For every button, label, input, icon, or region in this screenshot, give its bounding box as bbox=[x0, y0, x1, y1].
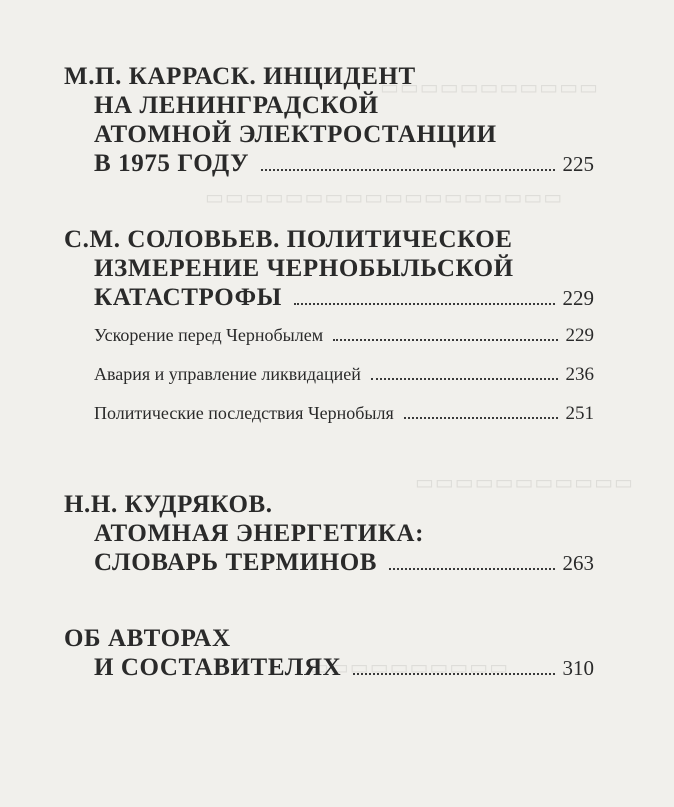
dot-leader bbox=[294, 303, 555, 305]
page-number: 310 bbox=[562, 656, 594, 680]
heading-line: АТОМНОЙ ЭЛЕКТРОСТАНЦИИ bbox=[94, 121, 497, 148]
dot-leader bbox=[353, 673, 554, 675]
heading-leader-row bbox=[64, 149, 594, 179]
toc-subentry[interactable] bbox=[64, 401, 594, 426]
toc-entry-kudryakov[interactable] bbox=[64, 490, 594, 578]
heading-line: Н.Н. КУДРЯКОВ. bbox=[64, 491, 273, 518]
page-number: 263 bbox=[562, 551, 594, 575]
heading-line: И СОСТАВИТЕЛЯХ bbox=[94, 654, 342, 681]
heading-line: ОБ АВТОРАХ bbox=[64, 625, 231, 652]
entry-heading bbox=[64, 624, 594, 683]
heading-line: СЛОВАРЬ ТЕРМИНОВ bbox=[94, 549, 378, 576]
heading-leader-row bbox=[64, 548, 594, 578]
toc-entry-karrask[interactable] bbox=[64, 62, 594, 179]
entry-heading bbox=[64, 490, 594, 578]
dot-leader bbox=[333, 339, 557, 341]
table-of-contents bbox=[64, 62, 594, 683]
entry-heading bbox=[64, 62, 594, 179]
toc-subentry[interactable] bbox=[64, 362, 594, 387]
page-number: 251 bbox=[565, 403, 594, 424]
show-through-text: ▭▭▭▭▭▭▭▭▭▭▭ bbox=[415, 472, 634, 494]
heading-line: КАТАСТРОФЫ bbox=[94, 284, 282, 311]
heading-line: ИЗМЕРЕНИЕ ЧЕРНОБЫЛЬСКОЙ bbox=[94, 255, 514, 282]
show-through-text: ▭▭▭▭▭▭▭▭▭▭ bbox=[310, 657, 509, 679]
page-number: 236 bbox=[565, 364, 594, 385]
show-through-text: ▭▭▭▭▭▭▭▭▭▭▭▭▭▭▭▭▭▭ bbox=[205, 187, 564, 209]
show-through-text: ▭▭▭▭▭▭▭▭▭▭▭ bbox=[380, 77, 599, 99]
heading-line: М.П. КАРРАСК. ИНЦИДЕНТ bbox=[64, 63, 416, 90]
toc-entry-solovyev[interactable] bbox=[64, 225, 594, 426]
subentry-title: Авария и управление ликвидацией bbox=[94, 364, 361, 384]
heading-line: АТОМНАЯ ЭНЕРГЕТИКА: bbox=[94, 520, 425, 547]
heading-leader-row bbox=[64, 653, 594, 683]
subentry-title: Политические последствия Чернобыля bbox=[94, 403, 394, 423]
heading-leader-row bbox=[64, 283, 594, 313]
dot-leader bbox=[371, 378, 558, 380]
entry-heading bbox=[64, 225, 594, 313]
dot-leader bbox=[261, 169, 554, 171]
subentry-title: Ускорение перед Чернобылем bbox=[94, 325, 324, 345]
toc-subentry[interactable] bbox=[64, 323, 594, 348]
page-number: 225 bbox=[562, 152, 594, 176]
heading-line: НА ЛЕНИНГРАДСКОЙ bbox=[94, 92, 379, 119]
page-number: 229 bbox=[565, 325, 594, 346]
page-number: 229 bbox=[562, 286, 594, 310]
dot-leader bbox=[389, 568, 554, 570]
toc-entry-authors[interactable] bbox=[64, 624, 594, 683]
heading-line: С.М. СОЛОВЬЕВ. ПОЛИТИЧЕСКОЕ bbox=[64, 226, 513, 253]
dot-leader bbox=[404, 417, 558, 419]
heading-line: В 1975 ГОДУ bbox=[94, 150, 250, 177]
